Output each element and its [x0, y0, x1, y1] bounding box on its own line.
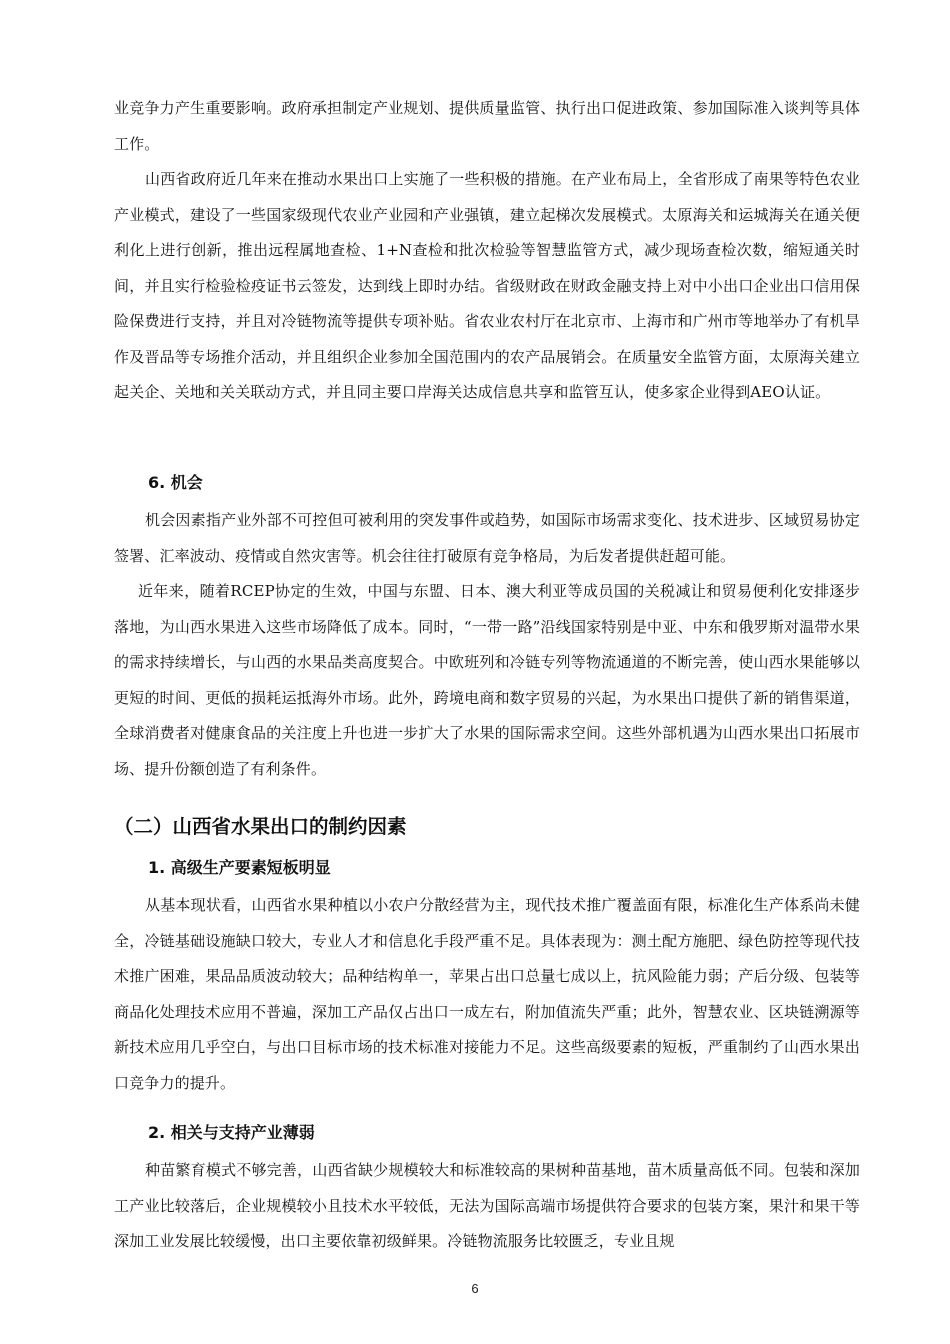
page-number: 6 [471, 1281, 479, 1296]
paragraph-block-4 [114, 574, 860, 787]
heading-section-constraints: （二）山西省水果出口的制约因素 [114, 815, 407, 838]
heading-factor-1: 1. 高级生产要素短板明显 [148, 858, 331, 877]
paragraph-government-measures: 山西省政府近几年来在推动水果出口上实施了一些积极的措施。在产业布局上，全省形成了南果等特色农业产业模式，建设了一些国家级现代农业产业园和产业强镇，建立起梯次发展模式。太原海关和运城海关在通关便利化上进行创新，推出远程属地查检、1+N查检和批次检验等智慧监管方式，减少现场查检次数，缩短通关时间，并且实行检验检疫证书云签发，达到线上即时办结。省级财政在财政金融支持上对中小出口企业出口信用保险保费进行支持，并且对冷链物流等提供专项补贴。省农业农村厅在北京市、上海市和广州市等地举办了有机旱作及晋品等专场推介活动，并且组织企业参加全国范围内的农产品展销会。在质量安全监管方面，太原海关建立起关企、关地和关关联动方式，并且同主要口岸海关达成信息共享和监管互认，使多家企业得到AEO认证。 [114, 170, 860, 401]
paragraph-block-1 [114, 91, 860, 162]
paragraph-block-2 [114, 162, 860, 411]
paragraph-opportunity-details: 近年来，随着RCEP协定的生效，中国与东盟、日本、澳大利亚等成员国的关税减让和贸易便利化安排逐步落地，为山西水果进入这些市场降低了成本。同时，“一带一路”沿线国家特别是中亚、中东和俄罗斯对温带水果的需求持续增长，与山西的水果品类高度契合。中欧班列和冷链专列等物流通道的不断完善，使山西水果能够以更短的时间、更低的损耗运抵海外市场。此外，跨境电商和数字贸易的兴起，为水果出口提供了新的销售渠道，全球消费者对健康食品的关注度上升也进一步扩大了水果的国际需求空间。这些外部机遇为山西水果出口拓展市场、提升份额创造了有利条件。 [114, 582, 860, 778]
paragraph-block-6 [114, 1153, 860, 1260]
paragraph-block-5 [114, 888, 860, 1101]
heading-opportunity: 6. 机会 [148, 473, 203, 492]
paragraph-opportunity-definition: 机会因素指产业外部不可控但可被利用的突发事件或趋势，如国际市场需求变化、技术进步、区域贸易协定签署、汇率波动、疫情或自然灾害等。机会往往打破原有竞争格局，为后发者提供赶超可能。 [114, 511, 860, 565]
heading-factor-2: 2. 相关与支持产业薄弱 [148, 1123, 315, 1142]
paragraph-factor-2: 种苗繁育模式不够完善，山西省缺少规模较大和标准较高的果树种苗基地，苗木质量高低不同。包装和深加工产业比较落后，企业规模较小且技术水平较低，无法为国际高端市场提供符合要求的包装方案，果汁和果干等深加工业发展比较缓慢，出口主要依靠初级鲜果。冷链物流服务比较匮乏，专业且规 [114, 1161, 860, 1250]
paragraph-block-3 [114, 503, 860, 574]
paragraph-factor-1: 从基本现状看，山西省水果种植以小农户分散经营为主，现代技术推广覆盖面有限，标准化生产体系尚未健全，冷链基础设施缺口较大，专业人才和信息化手段严重不足。具体表现为：测土配方施肥、绿色防控等现代技术推广困难，果品品质波动较大；品种结构单一，苹果占出口总量七成以上，抗风险能力弱；产后分级、包装等商品化处理技术应用不普遍，深加工产品仅占出口一成左右，附加值流失严重；此外，智慧农业、区块链溯源等新技术应用几乎空白，与出口目标市场的技术标准对接能力不足。这些高级要素的短板，严重制约了山西水果出口竞争力的提升。 [114, 896, 860, 1092]
paragraph-continuation: 业竞争力产生重要影响。政府承担制定产业规划、提供质量监管、执行出口促进政策、参加国际准入谈判等具体工作。 [114, 99, 860, 153]
